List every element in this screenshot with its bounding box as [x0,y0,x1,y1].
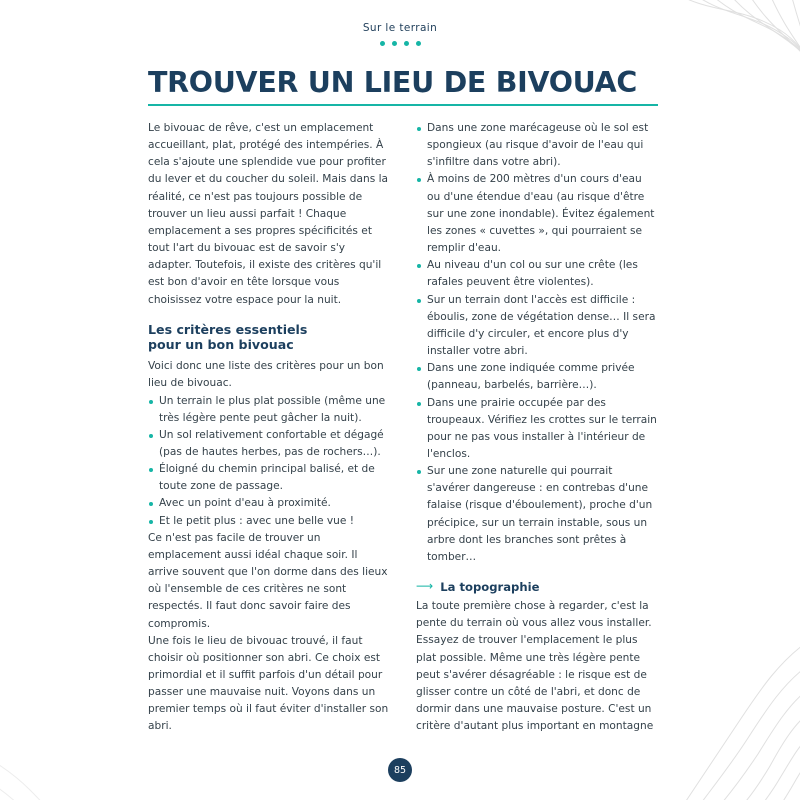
topography-title: La topographie [440,580,540,595]
list-item: Éloigné du chemin principal balisé, et de toute zone de passage. [148,461,390,495]
title-underline [148,104,658,106]
title-block [148,68,658,106]
page-title: TROUVER UN LIEU DE BIVOUAC [148,66,637,99]
list-item: Dans une zone indiquée comme privée (panneau, barbelés, barrière…). [416,360,658,394]
body-columns [148,120,658,736]
separator-dot [404,41,409,46]
topographic-contour-icon [0,700,90,800]
subheading-line-2: pour un bon bivouac [148,337,294,353]
right-column [416,120,658,736]
list-item: Dans une zone marécageuse où le sol est spongieux (au risque d'avoir de l'eau qui s'infiltre dans votre abri). [416,120,658,171]
subheading-line-1: Les critères essentiels [148,321,308,337]
list-item: Sur un terrain dont l'accès est difficile : éboulis, zone de végétation dense… Il sera difficile d'y circuler, et encore plus d'y installer votre abri. [416,292,658,361]
avoid-list [416,120,658,566]
left-column [148,120,390,736]
page-header [0,22,800,46]
list-item: À moins de 200 mètres d'un cours d'eau ou d'une étendue d'eau (au risque d'être sur une zone inondable). Évitez également les zones « cuvettes », qui pourraient se remplir d'eau. [416,171,658,257]
list-item: Sur une zone naturelle qui pourrait s'avérer dangereuse : en contrebas d'une falaise (risque d'éboulement), proche d'un précipice, sur un terrain instable, sous un arbre dont les branches sont prêtes à tomber… [416,463,658,566]
criteria-intro: Voici donc une liste des critères pour un bon lieu de bivouac. [148,360,384,390]
topography-paragraph: La toute première chose à regarder, c'est la pente du terrain où vous allez vous installer. Essayez de trouver l'emplacement le plus plat possible. Même une très légère pente peut s'avérer désagréable : le risque est de glisser contre un côté de l'abri, et donc de dormir dans une mauvaise posture. C'est un critère d'autant plus important en montagne [416,600,654,733]
list-item: Dans une prairie occupée par des troupeaux. Vérifiez les crottes sur le terrain pour ne pas vous installer à l'intérieur de l'enclos. [416,395,658,464]
subheading-essential-criteria [148,322,390,353]
criteria-list [148,393,390,530]
page-number-badge: 85 [388,758,412,782]
separator-dot [392,41,397,46]
list-item: Un sol relativement confortable et dégagé (pas de hautes herbes, pas de rochers…). [148,427,390,461]
shelter-paragraph: Une fois le lieu de bivouac trouvé, il faut choisir où positionner son abri. Ce choix est primordial et il suffit parfois d'un détail pour passer une mauvaise nuit. Voyons dans un premier temps où il faut éviter d'installer son abri. [148,634,389,733]
section-kicker: Sur le terrain [362,22,438,34]
dot-separator [0,41,800,46]
intro-paragraph: Le bivouac de rêve, c'est un emplacement accueillant, plat, protégé des intempéries. À cela s'ajoute une splendide vue pour profiter du lever et du coucher du soleil. Mais dans la réalité, ce n'est pas toujours possible de trouver un lieu aussi parfait ! Chaque emplacement a ses propres spécificités et tout l'art du bivouac est de savoir s'y adapter. Toutefois, il existe des critères qu'il est bon d'avoir en tête lorsque vous choisissez votre espace pour la nuit. [148,122,389,306]
list-item: Un terrain le plus plat possible (même une très légère pente peut gâcher la nuit). [148,393,390,427]
list-item: Au niveau d'un col ou sur une crête (les rafales peuvent être violentes). [416,257,658,291]
list-item: Et le petit plus : avec une belle vue ! [148,513,390,530]
separator-dot [416,41,421,46]
separator-dot [380,41,385,46]
compromise-paragraph: Ce n'est pas facile de trouver un emplacement aussi idéal chaque soir. Il arrive souvent que l'on dorme dans des lieux où l'ensemble de ces critères ne sont respectés. Il faut donc savoir faire des compromis. [148,531,388,630]
arrow-right-icon: ⟶ [416,579,434,594]
topographic-contour-icon [640,620,800,800]
topography-heading [416,580,658,594]
list-item: Avec un point d'eau à proximité. [148,495,390,512]
